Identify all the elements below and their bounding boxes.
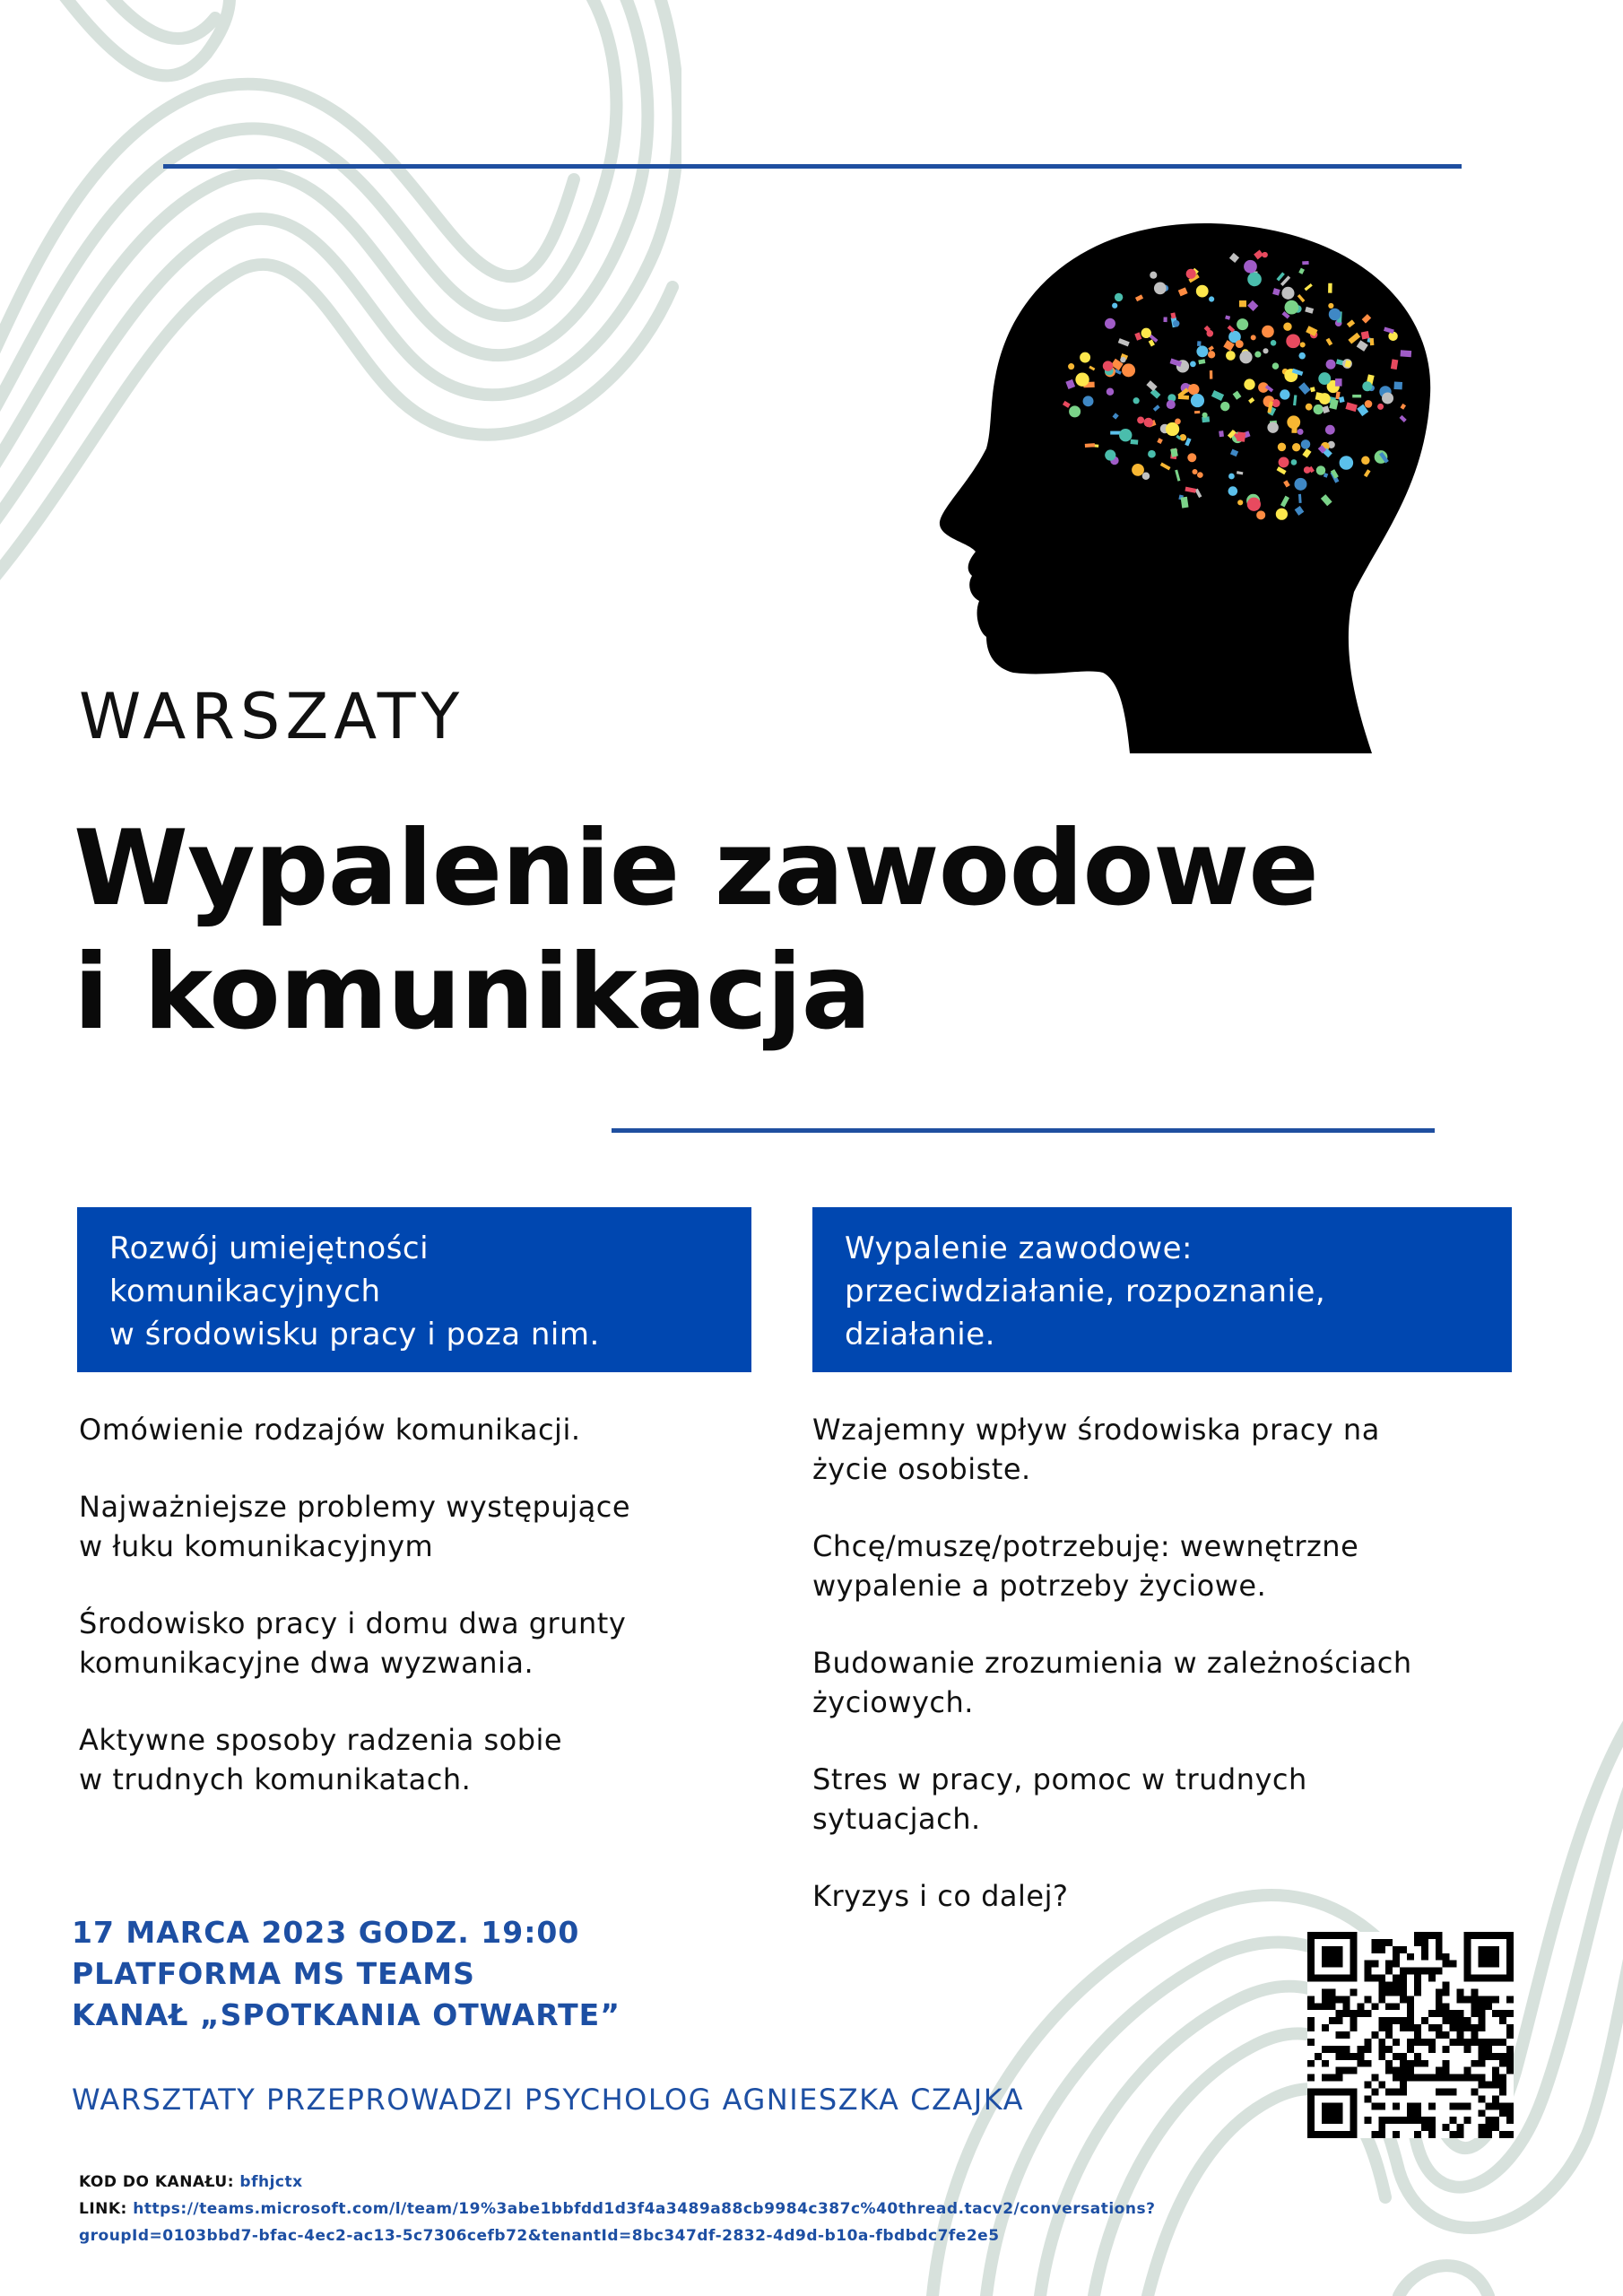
- brain-confetti: [1130, 439, 1138, 445]
- brain-confetti: [1244, 378, 1254, 389]
- brain-confetti: [1301, 439, 1310, 448]
- list-item: Środowisko pracy i domu dwa grunty komunikacyjne dwa wyzwania.: [79, 1606, 627, 1680]
- brain-confetti: [1107, 388, 1114, 396]
- brain-confetti: [1186, 269, 1196, 279]
- brain-confetti: [1298, 352, 1306, 360]
- brain-confetti: [1141, 328, 1151, 338]
- brain-confetti: [1167, 400, 1176, 409]
- title-line-2: i komunikacja: [74, 932, 871, 1053]
- brain-confetti: [1247, 498, 1261, 511]
- brain-confetti: [1237, 318, 1248, 330]
- brain-confetti: [1080, 352, 1090, 363]
- brain-confetti: [1075, 372, 1089, 386]
- brain-confetti: [1302, 261, 1308, 265]
- presenter-line: WARSZTATY PRZEPROWADZI PSYCHOLOG AGNIESZKA CZAJKA: [72, 2083, 1025, 2117]
- brain-confetti: [1236, 340, 1244, 348]
- brain-confetti: [1325, 425, 1335, 435]
- footer-info: [79, 2169, 1155, 2249]
- list-item: Kryzys i co dalej?: [812, 1879, 1069, 1913]
- brain-confetti: [1202, 413, 1208, 418]
- brain-confetti: [1251, 335, 1256, 340]
- brain-confetti: [1335, 378, 1341, 387]
- brain-confetti: [1068, 363, 1074, 370]
- brain-confetti: [1228, 474, 1235, 480]
- topic-box-communication: [77, 1207, 751, 1372]
- box-right-line-2: przeciwdziałanie, rozpoznanie,: [845, 1274, 1326, 1309]
- brain-confetti: [1361, 331, 1370, 339]
- kicker-label: WARSZATY: [79, 680, 465, 753]
- brain-confetti: [1369, 338, 1374, 345]
- brain-confetti: [1283, 322, 1291, 330]
- brain-confetti: [1197, 341, 1202, 346]
- brain-confetti: [1239, 300, 1246, 307]
- list-item: Chcę/muszę/potrzebuję: wewnętrzne wypalenie a potrzeby życiowe.: [812, 1529, 1359, 1603]
- qr-code-icon[interactable]: [1307, 1932, 1514, 2138]
- brain-confetti: [1316, 465, 1325, 474]
- brain-confetti: [1365, 400, 1373, 408]
- brain-confetti: [1280, 389, 1289, 399]
- brain-confetti: [1120, 357, 1125, 362]
- brain-confetti: [1319, 393, 1331, 404]
- brain-confetti: [1393, 381, 1402, 389]
- brain-confetti: [1163, 317, 1167, 322]
- brain-confetti: [1326, 360, 1336, 370]
- brain-confetti: [1191, 394, 1204, 407]
- channel-code-value: bfhjctx: [239, 2173, 303, 2191]
- brain-confetti: [1314, 404, 1324, 414]
- brain-confetti: [1187, 453, 1196, 462]
- title-line-1: Wypalenie zawodowe: [74, 808, 1318, 929]
- brain-confetti: [1115, 293, 1123, 301]
- link-label: LINK:: [79, 2200, 127, 2218]
- list-item: Najważniejsze problemy występujące w łuku komunikacyjnym: [79, 1490, 630, 1563]
- list-item: Stres w pracy, pomoc w trudnych sytuacjach.: [812, 1762, 1307, 1836]
- brain-confetti: [1196, 285, 1209, 298]
- page-title: [74, 807, 1598, 1055]
- brain-confetti: [1112, 303, 1117, 309]
- brain-confetti: [1262, 252, 1267, 257]
- brain-confetti: [1272, 362, 1280, 370]
- brain-confetti: [1254, 352, 1261, 358]
- brain-confetti: [1267, 422, 1278, 432]
- brain-confetti: [1103, 361, 1113, 370]
- brain-confetti: [1192, 469, 1197, 474]
- event-channel: KANAŁ „SPOTKANIA OTWARTE”: [72, 1997, 621, 2032]
- brain-confetti: [1226, 351, 1236, 361]
- brain-confetti: [1142, 473, 1150, 481]
- brain-confetti: [1148, 450, 1156, 458]
- brain-confetti: [1361, 457, 1370, 465]
- brain-confetti: [1244, 260, 1257, 274]
- top-divider: [163, 164, 1462, 169]
- box-left-line-3: w środowisku pracy i poza nim.: [109, 1317, 600, 1352]
- brain-confetti: [1122, 363, 1135, 377]
- brain-confetti: [1306, 404, 1313, 411]
- box-right-line-1: Wypalenie zawodowe:: [845, 1231, 1193, 1266]
- brain-confetti: [1237, 500, 1243, 505]
- decorative-swirl-top-left: [0, 0, 681, 646]
- brain-confetti: [1173, 320, 1179, 326]
- list-item: Wzajemny wpływ środowiska pracy na życie osobiste.: [812, 1413, 1380, 1486]
- brain-confetti: [1069, 405, 1081, 417]
- teams-link-line-1[interactable]: https://teams.microsoft.com/l/team/19%3abe1bbfdd1d3f4a3489a88cb9984c387c%40thread.tacv2/conversations?: [133, 2200, 1156, 2218]
- brain-confetti: [1208, 351, 1215, 358]
- brain-confetti: [1291, 459, 1298, 465]
- brain-confetti: [1377, 404, 1384, 410]
- brain-confetti: [1278, 443, 1286, 451]
- brain-confetti: [1328, 303, 1333, 309]
- event-details: [72, 1912, 621, 2036]
- brain-confetti: [1256, 510, 1265, 519]
- brain-confetti: [1298, 429, 1304, 435]
- teams-link-line-2[interactable]: groupId=0103bbd7-bfac-4ec2-ac13-5c7306cefb72&tenantId=8bc347df-2832-4d9d-b10a-fbdbdc7fe2e5: [79, 2227, 1000, 2245]
- brain-confetti: [1286, 334, 1300, 348]
- brain-confetti: [1154, 282, 1167, 294]
- event-platform: PLATFORMA MS TEAMS: [72, 1956, 475, 1991]
- brain-confetti: [1291, 424, 1297, 433]
- topic-box-burnout: [812, 1207, 1512, 1372]
- brain-confetti: [1105, 318, 1115, 329]
- brain-confetti: [1247, 273, 1262, 287]
- brain-confetti: [1150, 272, 1157, 279]
- brain-confetti: [1281, 287, 1294, 300]
- brain-confetti: [1318, 372, 1331, 385]
- brain-confetti: [1285, 300, 1299, 315]
- list-item: Aktywne sposoby radzenia sobie w trudnych komunikatach.: [79, 1723, 563, 1796]
- brain-confetti: [1197, 472, 1203, 478]
- brain-confetti: [1219, 430, 1224, 437]
- brain-confetti: [1144, 418, 1153, 427]
- brain-confetti: [1382, 392, 1393, 404]
- brain-confetti: [1400, 350, 1411, 357]
- brain-confetti: [1220, 402, 1229, 411]
- brain-confetti: [1206, 330, 1213, 337]
- brain-confetti: [1196, 345, 1208, 357]
- brain-confetti: [1329, 309, 1341, 321]
- brain-confetti: [1328, 283, 1332, 293]
- brain-confetti: [1352, 395, 1361, 397]
- event-date: 17 MARCA 2023 GODZ. 19:00: [72, 1915, 580, 1950]
- brain-confetti: [1105, 449, 1115, 460]
- brain-confetti: [1210, 370, 1212, 379]
- brain-confetti: [1190, 361, 1196, 367]
- brain-confetti: [1209, 296, 1214, 301]
- brain-confetti: [1119, 429, 1132, 441]
- box-left-line-1: Rozwój umiejętności: [109, 1231, 430, 1266]
- brain-confetti: [1228, 486, 1238, 496]
- channel-code-label: KOD DO KANAŁU:: [79, 2173, 234, 2191]
- mid-divider: [612, 1128, 1435, 1133]
- box-right-line-3: działanie.: [845, 1317, 995, 1352]
- brain-confetti: [1263, 348, 1268, 353]
- head-silhouette-icon: [933, 215, 1435, 762]
- brain-confetti: [1133, 397, 1140, 404]
- brain-confetti: [1132, 464, 1144, 476]
- brain-confetti: [1262, 326, 1274, 338]
- brain-confetti: [1188, 384, 1199, 395]
- brain-confetti: [1340, 456, 1354, 470]
- topic-list-burnout: [812, 1410, 1548, 1953]
- list-item: Budowanie zrozumienia w zależnościach życiowych.: [812, 1646, 1412, 1719]
- brain-confetti: [1194, 411, 1200, 413]
- box-left-line-2: komunikacyjnych: [109, 1274, 381, 1309]
- brain-confetti: [1279, 457, 1289, 467]
- brain-confetti: [1083, 396, 1094, 406]
- brain-confetti: [1085, 443, 1095, 448]
- brain-confetti: [1175, 419, 1181, 425]
- topic-list-communication: [79, 1410, 778, 1837]
- brain-confetti: [1294, 478, 1306, 491]
- brain-confetti: [1271, 340, 1277, 346]
- brain-confetti: [1272, 399, 1280, 407]
- brain-confetti: [1276, 509, 1288, 520]
- brain-confetti: [1237, 431, 1245, 441]
- brain-confetti: [1292, 443, 1300, 451]
- brain-confetti: [1300, 342, 1306, 347]
- brain-confetti: [1137, 416, 1144, 423]
- brain-confetti: [1362, 381, 1372, 391]
- brain-confetti: [1239, 351, 1252, 363]
- list-item: Omówienie rodzajów komunikacji.: [79, 1413, 581, 1447]
